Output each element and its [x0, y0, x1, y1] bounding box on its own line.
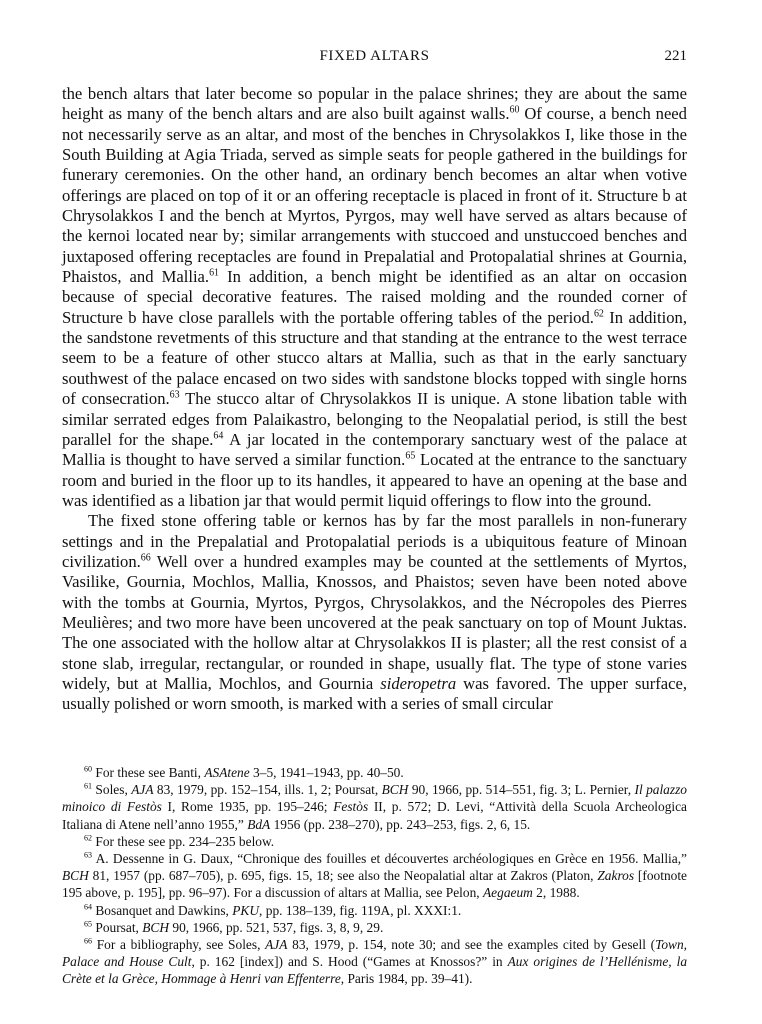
text-run: Of course, a bench need not necessarily serve as an altar, and most of the benches in Chrysolakkos I, like those in the South Building at Agia Triada, served as simple seats for people gathered in the buildings for funerary ceremonies. On the other hand, an ordinary bench becomes an altar when votive offerings are placed on top of it or an offering receptacle is placed in front of it. Structure b at Chrysolakkos I and the bench at Myrtos, Pyrgos, may well have served as altars because of the kernoi located near by; similar arrangements with stuccoed and unstuccoed benches and juxtaposed offering receptacles are found in Prepalatial and Protopalatial shrines at Gournia, Phaistos, and Mallia. — [62, 104, 687, 287]
footnote-ref: 63 — [169, 389, 180, 401]
italic-text: BdA — [247, 816, 271, 832]
italic-text: BCH — [142, 919, 170, 935]
page-number: 221 — [664, 48, 687, 64]
footnote-ref: 64 — [213, 430, 224, 442]
footnote — [62, 919, 687, 936]
footnote-ref: 61 — [84, 781, 93, 791]
footnote — [62, 902, 687, 919]
text-run: II, p. 572; D. Levi, “Attività della Scuola Archeologica Italiana di Atene nell’anno 1955,” — [62, 799, 687, 832]
italic-text: sideropetra — [380, 673, 457, 693]
text-run: , pp. 138–139, fig. 119A, pl. XXXI:1. — [259, 902, 462, 918]
italic-text: Town, Palace and House Cult — [62, 937, 687, 970]
text-run: Located at the entrance to the sanctuary room and buried in the floor up to its handles, it appeared to have an opening at the base and was identified as a libation jar that would permit liquid offerings to flow into the ground. — [62, 450, 688, 510]
italic-text: BCH — [62, 868, 89, 884]
text-run: Poursat, — [92, 919, 143, 935]
text-run: the bench altars that later become so popular in the palace shrines; they are about the same height as many of the bench altars and are also built against walls. — [62, 84, 687, 124]
paragraph — [62, 511, 687, 714]
page-header — [62, 48, 687, 68]
footnote — [62, 850, 687, 902]
footnote-ref: 62 — [593, 308, 604, 320]
italic-text: Aux origines de l’Hellénisme, la Crète et la Grèce, Hommage à Henri van Effenterre — [62, 954, 688, 987]
text-run: For these see pp. 234–235 below. — [92, 833, 275, 849]
text-run: Well over a hundred examples may be counted at the settlements of Myrtos, Vasilike, Gournia, Mochlos, Mallia, Knossos, and Phaistos; seven have been noted above with the tombs at Gournia, Myrtos, Pyrgos, Chrysolakkos, and the Nécropoles des Pierres Meulières; and two more have been uncovered at the peak sanctuary on top of Mount Juktas. The one associated with the hollow altar at Chrysolakkos II is plaster; all the rest consist of a stone slab, irregular, rectangular, or rounded in shape, usually flat. The type of stone varies widely, but at Mallia, Mochlos, and Gournia — [62, 551, 687, 693]
text-run: In addition, a bench might be identified as an altar on occasion because of special decorative features. The raised molding and the rounded corner of Structure b have close parallels with the portable offering tables of the period. — [62, 267, 687, 327]
text-run: [footnote 195 above, p. 195], pp. 96–97). For a discussion of altars at Mallia, see Pelon, — [62, 868, 687, 901]
text-run: 83, 1979, pp. 152–154, ills. 1, 2; Poursat, — [153, 782, 382, 798]
text-run: , Paris 1984, pp. 39–41). — [340, 971, 473, 987]
text-run: The fixed stone offering table or kernos has by far the most parallels in non-funerary settings and in the Prepalatial and Protopalatial periods is a ubiquitous feature of Minoan civilization. — [62, 511, 687, 571]
italic-text: AJA — [265, 937, 288, 953]
footnote — [62, 764, 687, 781]
footnote-ref: 61 — [209, 267, 220, 279]
footnote-ref: 60 — [509, 104, 520, 116]
text-run: 90, 1966, pp. 521, 537, figs. 3, 8, 9, 29. — [169, 919, 384, 935]
footnote-ref: 64 — [84, 902, 93, 912]
italic-text: Zakros — [597, 868, 635, 884]
italic-text: AJA — [131, 782, 154, 798]
text-run: A. Dessenne in G. Daux, “Chronique des fouilles et découvertes archéologiques en Grèce en 1956. Mallia,” — [92, 851, 687, 867]
footnote-ref: 65 — [405, 450, 416, 462]
text-run: 83, 1979, p. 154, note 30; and see the examples cited by Gesell ( — [287, 937, 656, 953]
italic-text: ASAtene — [204, 765, 250, 780]
footnotes — [62, 764, 687, 988]
text-run: In addition, the sandstone revetments of this structure and that standing at the entrance to the west terrace seem to be a feature of other stucco altars at Mallia, such as that in the early sanctuary southwest of the palace encased on two sides with sandstone blocks topped with single horns of consecration. — [62, 307, 688, 409]
italic-text: PKU — [232, 902, 260, 918]
text-run: 90, 1966, pp. 514–551, fig. 3; L. Pernier, — [408, 782, 635, 798]
italic-text: Festòs — [333, 799, 369, 815]
text-run: A jar located in the contemporary sanctuary west of the palace at Mallia is thought to have served a similar function. — [62, 429, 687, 470]
italic-text: BCH — [381, 782, 409, 798]
footnote — [62, 781, 687, 833]
text-run: Bosanquet and Dawkins, — [92, 902, 233, 918]
footnote — [62, 833, 687, 850]
italic-text: Il palazzo minoico di Festòs — [62, 782, 687, 815]
text-run: 81, 1957 (pp. 687–705), p. 695, figs. 15, 18; see also the Neopalatial altar at Zakros (Platon, — [88, 868, 598, 884]
text-run: 2, 1988. — [532, 885, 580, 901]
text-run: I, Rome 1935, pp. 195–246; — [161, 799, 334, 815]
text-run: For a bibliography, see Soles, — [92, 937, 266, 953]
footnote — [62, 936, 687, 988]
body-text — [62, 84, 687, 715]
footnote-ref: 60 — [84, 764, 93, 774]
footnote-ref: 65 — [84, 919, 93, 929]
footnote-ref: 66 — [140, 552, 151, 564]
text-run: The stucco altar of Chrysolakkos II is unique. A stone libation table with similar serrated edges from Palaikastro, belonging to the Neopalatial period, is still the best parallel for the shape. — [62, 389, 687, 449]
text-run: 3–5, 1941–1943, pp. 40–50. — [249, 765, 404, 780]
text-run: Soles, — [92, 782, 132, 798]
paragraph — [62, 84, 687, 511]
footnote-ref: 63 — [84, 850, 93, 860]
text-run: , p. 162 [index]) and S. Hood (“Games at Knossos?” in — [191, 954, 508, 970]
text-run: was favored. The upper surface, usually polished or worn smooth, is marked with a series of small circular — [62, 673, 687, 714]
footnote-ref: 62 — [84, 833, 93, 843]
footnote-ref: 66 — [84, 936, 93, 946]
text-run: For these see Banti, — [92, 765, 205, 780]
italic-text: Aegaeum — [483, 885, 533, 901]
running-head: FIXED ALTARS — [319, 48, 430, 64]
text-run: 1956 (pp. 238–270), pp. 243–253, figs. 2, 6, 15. — [270, 816, 531, 832]
